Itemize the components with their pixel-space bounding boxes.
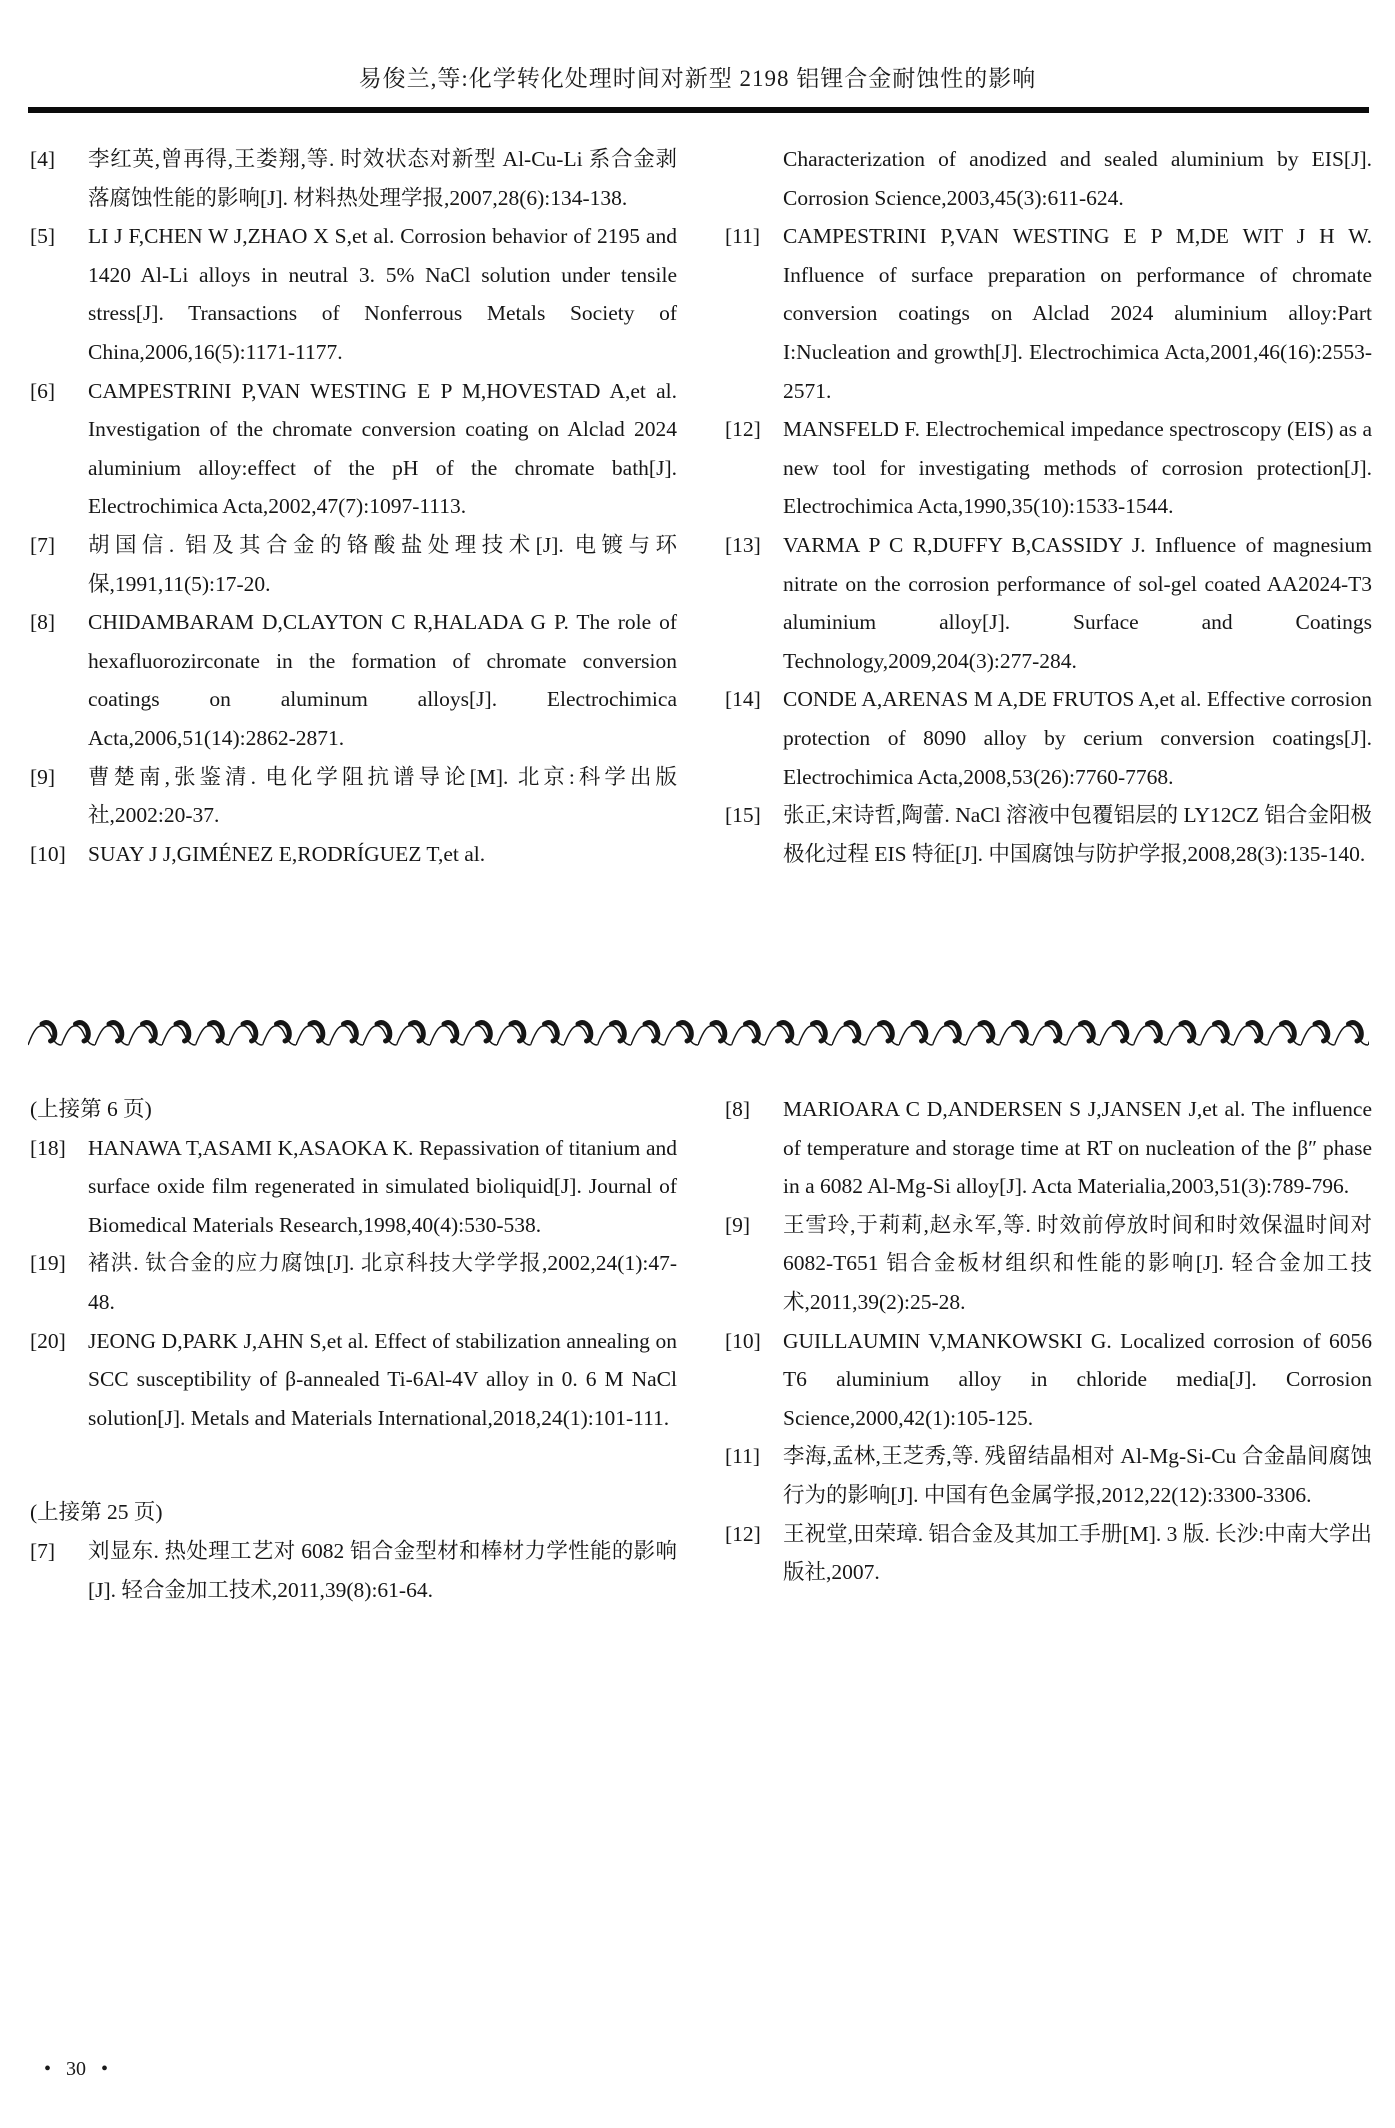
reference-label: [7]	[30, 532, 56, 557]
reference-text: GUILLAUMIN V,MANKOWSKI G. Localized corrosion of 6056 T6 aluminium alloy in chloride media[J]. Corrosion Science,2000,42(1):105-125.	[783, 1328, 1372, 1430]
reference-label	[725, 140, 783, 217]
reference-item	[725, 1437, 1372, 1514]
reference-text: MANSFELD F. Electrochemical impedance spectroscopy (EIS) as a new tool for investigating methods of corrosion protection[J]. Electrochimica Acta,1990,35(10):1533-1544.	[783, 417, 1372, 519]
reference-text: Characterization of anodized and sealed aluminium by EIS[J]. Corrosion Science,2003,45(3):611-624.	[783, 147, 1372, 210]
continued-from-note: (上接第 6 页)	[30, 1097, 152, 1121]
reference-item	[30, 603, 677, 757]
reference-item	[725, 796, 1372, 873]
reference-item	[725, 410, 1372, 526]
reference-item	[30, 526, 677, 603]
reference-label: [13]	[725, 532, 761, 557]
reference-text: CAMPESTRINI P,VAN WESTING E P M,DE WIT J H W. Influence of surface preparation on performance of chromate conversion coatings on Alclad 2024 aluminium alloy:Part I:Nucleation and growth[J]. Electrochimica Acta,2001,46(16):2553-2571.	[783, 224, 1372, 403]
references-bottom-block	[30, 1090, 1372, 1609]
reference-label: [18]	[30, 1135, 66, 1160]
reference-text: 刘显东. 热处理工艺对 6082 铝合金型材和棒材力学性能的影响[J]. 轻合金加工技术,2011,39(8):61-64.	[88, 1538, 677, 1602]
reference-text: HANAWA T,ASAMI K,ASAOKA K. Repassivation of titanium and surface oxide film regenerated in simulated bioliquid[J]. Journal of Biomedical Materials Research,1998,40(4):530-538.	[88, 1135, 677, 1237]
reference-label: [10]	[30, 841, 66, 866]
reference-item	[30, 217, 677, 371]
reference-label: [20]	[30, 1328, 66, 1353]
reference-text: 李红英,曾再得,王娄翔,等. 时效状态对新型 Al-Cu-Li 系合金剥落腐蚀性能的影响[J]. 材料热处理学报,2007,28(6):134-138.	[88, 147, 677, 210]
reference-text: CAMPESTRINI P,VAN WESTING E P M,HOVESTAD A,et al. Investigation of the chromate conversion coating on Alclad 2024 aluminium alloy:effect of the pH of the chromate bath[J]. Electrochimica Acta,2002,47(7):1097-1113.	[88, 378, 677, 519]
reference-label: [8]	[725, 1097, 751, 1121]
reference-text: 张正,宋诗哲,陶蕾. NaCl 溶液中包覆铝层的 LY12CZ 铝合金阳极极化过程 EIS 特征[J]. 中国腐蚀与防护学报,2008,28(3):135-140.	[783, 803, 1372, 866]
reference-label: [15]	[725, 803, 761, 828]
reference-item	[725, 217, 1372, 410]
reference-label: [10]	[725, 1328, 761, 1353]
reference-item	[30, 758, 677, 835]
reference-label: [9]	[30, 764, 56, 789]
reference-text: 胡国信. 铝及其合金的铬酸盐处理技术[J]. 电镀与环保,1991,11(5):17-20.	[88, 532, 677, 596]
references-top-left-column	[30, 140, 677, 873]
wave-divider	[28, 1014, 1369, 1056]
reference-text: CHIDAMBARAM D,CLAYTON C R,HALADA G P. The role of hexafluorozirconate in the formation of chromate conversion coatings on aluminum alloys[J]. Electrochimica Acta,2006,51(14):2862-2871.	[88, 610, 677, 750]
reference-label: [7]	[30, 1538, 56, 1563]
reference-label: [5]	[30, 224, 56, 249]
reference-text: 曹楚南,张鉴清. 电化学阻抗谱导论[M]. 北京:科学出版社,2002:20-37.	[88, 764, 677, 828]
references-bottom-left-column	[30, 1090, 677, 1609]
references-top-block	[30, 140, 1372, 873]
header-rule-divider	[28, 107, 1369, 113]
reference-label: [11]	[725, 1444, 761, 1469]
running-head-title: 易俊兰,等:化学转化处理时间对新型 2198 铝锂合金耐蚀性的影响	[358, 66, 1037, 91]
reference-item	[30, 1244, 677, 1321]
reference-label: [19]	[30, 1251, 66, 1276]
reference-item	[725, 1090, 1372, 1206]
reference-label: [9]	[725, 1212, 751, 1237]
reference-text: CONDE A,ARENAS M A,DE FRUTOS A,et al. Effective corrosion protection of 8090 alloy by cerium conversion coatings[J]. Electrochimica Acta,2008,53(26):7760-7768.	[783, 687, 1372, 789]
reference-text: 李海,孟林,王芝秀,等. 残留结晶相对 Al-Mg-Si-Cu 合金晶间腐蚀行为的影响[J]. 中国有色金属学报,2012,22(12):3300-3306.	[783, 1444, 1372, 1507]
continued-from-note: (上接第 25 页)	[30, 1500, 163, 1525]
reference-text: JEONG D,PARK J,AHN S,et al. Effect of stabilization annealing on SCC susceptibility of β-annealed Ti-6Al-4V alloy in 0. 6 M NaCl solution[J]. Metals and Materials International,2018,24(1):101-111.	[88, 1328, 677, 1430]
reference-label: [12]	[725, 1521, 761, 1546]
reference-label: [4]	[30, 147, 56, 171]
reference-label: [11]	[725, 224, 761, 249]
reference-item	[30, 1532, 677, 1609]
reference-item	[725, 526, 1372, 680]
references-bottom-right-column	[725, 1090, 1372, 1609]
reference-item	[725, 680, 1372, 796]
reference-item	[725, 1322, 1372, 1438]
reference-text: 王祝堂,田荣璋. 铝合金及其加工手册[M]. 3 版. 长沙:中南大学出版社,2007.	[783, 1521, 1372, 1585]
reference-item	[30, 1129, 677, 1245]
reference-text: SUAY J J,GIMÉNEZ E,RODRÍGUEZ T,et al.	[88, 841, 486, 866]
reference-item	[30, 835, 677, 874]
reference-text: MARIOARA C D,ANDERSEN S J,JANSEN J,et al. The influence of temperature and storage time at RT on nucleation of the β″ phase in a 6082 Al-Mg-Si alloy[J]. Acta Materialia,2003,51(3):789-796.	[783, 1097, 1372, 1199]
reference-continuation-item	[725, 140, 1372, 217]
wave-divider-icon	[28, 1014, 1369, 1056]
reference-text: 褚洪. 钛合金的应力腐蚀[J]. 北京科技大学学报,2002,24(1):47-48.	[88, 1251, 677, 1314]
reference-item	[725, 1515, 1372, 1592]
reference-item	[30, 372, 677, 526]
reference-text: VARMA P C R,DUFFY B,CASSIDY J. Influence of magnesium nitrate on the corrosion performance of sol-gel coated AA2024-T3 aluminium alloy[J]. Surface and Coatings Technology,2009,204(3):277-284.	[783, 532, 1372, 673]
reference-item	[725, 1206, 1372, 1322]
reference-text: 王雪玲,于莉莉,赵永军,等. 时效前停放时间和时效保温时间对 6082-T651 铝合金板材组织和性能的影响[J]. 轻合金加工技术,2011,39(2):25-28.	[783, 1212, 1372, 1314]
reference-text: LI J F,CHEN W J,ZHAO X S,et al. Corrosion behavior of 2195 and 1420 Al-Li alloys in neutral 3. 5% NaCl solution under tensile stress[J]. Transactions of Nonferrous Metals Society of China,2006,16(5):1171-1177.	[88, 224, 677, 364]
reference-label: [12]	[725, 417, 761, 442]
reference-label: [14]	[725, 687, 761, 712]
reference-item	[30, 1322, 677, 1438]
reference-label: [8]	[30, 610, 56, 635]
reference-item	[30, 140, 677, 217]
references-top-right-column	[725, 140, 1372, 873]
reference-label: [6]	[30, 378, 56, 403]
page-number: • 30 •	[44, 2058, 109, 2080]
